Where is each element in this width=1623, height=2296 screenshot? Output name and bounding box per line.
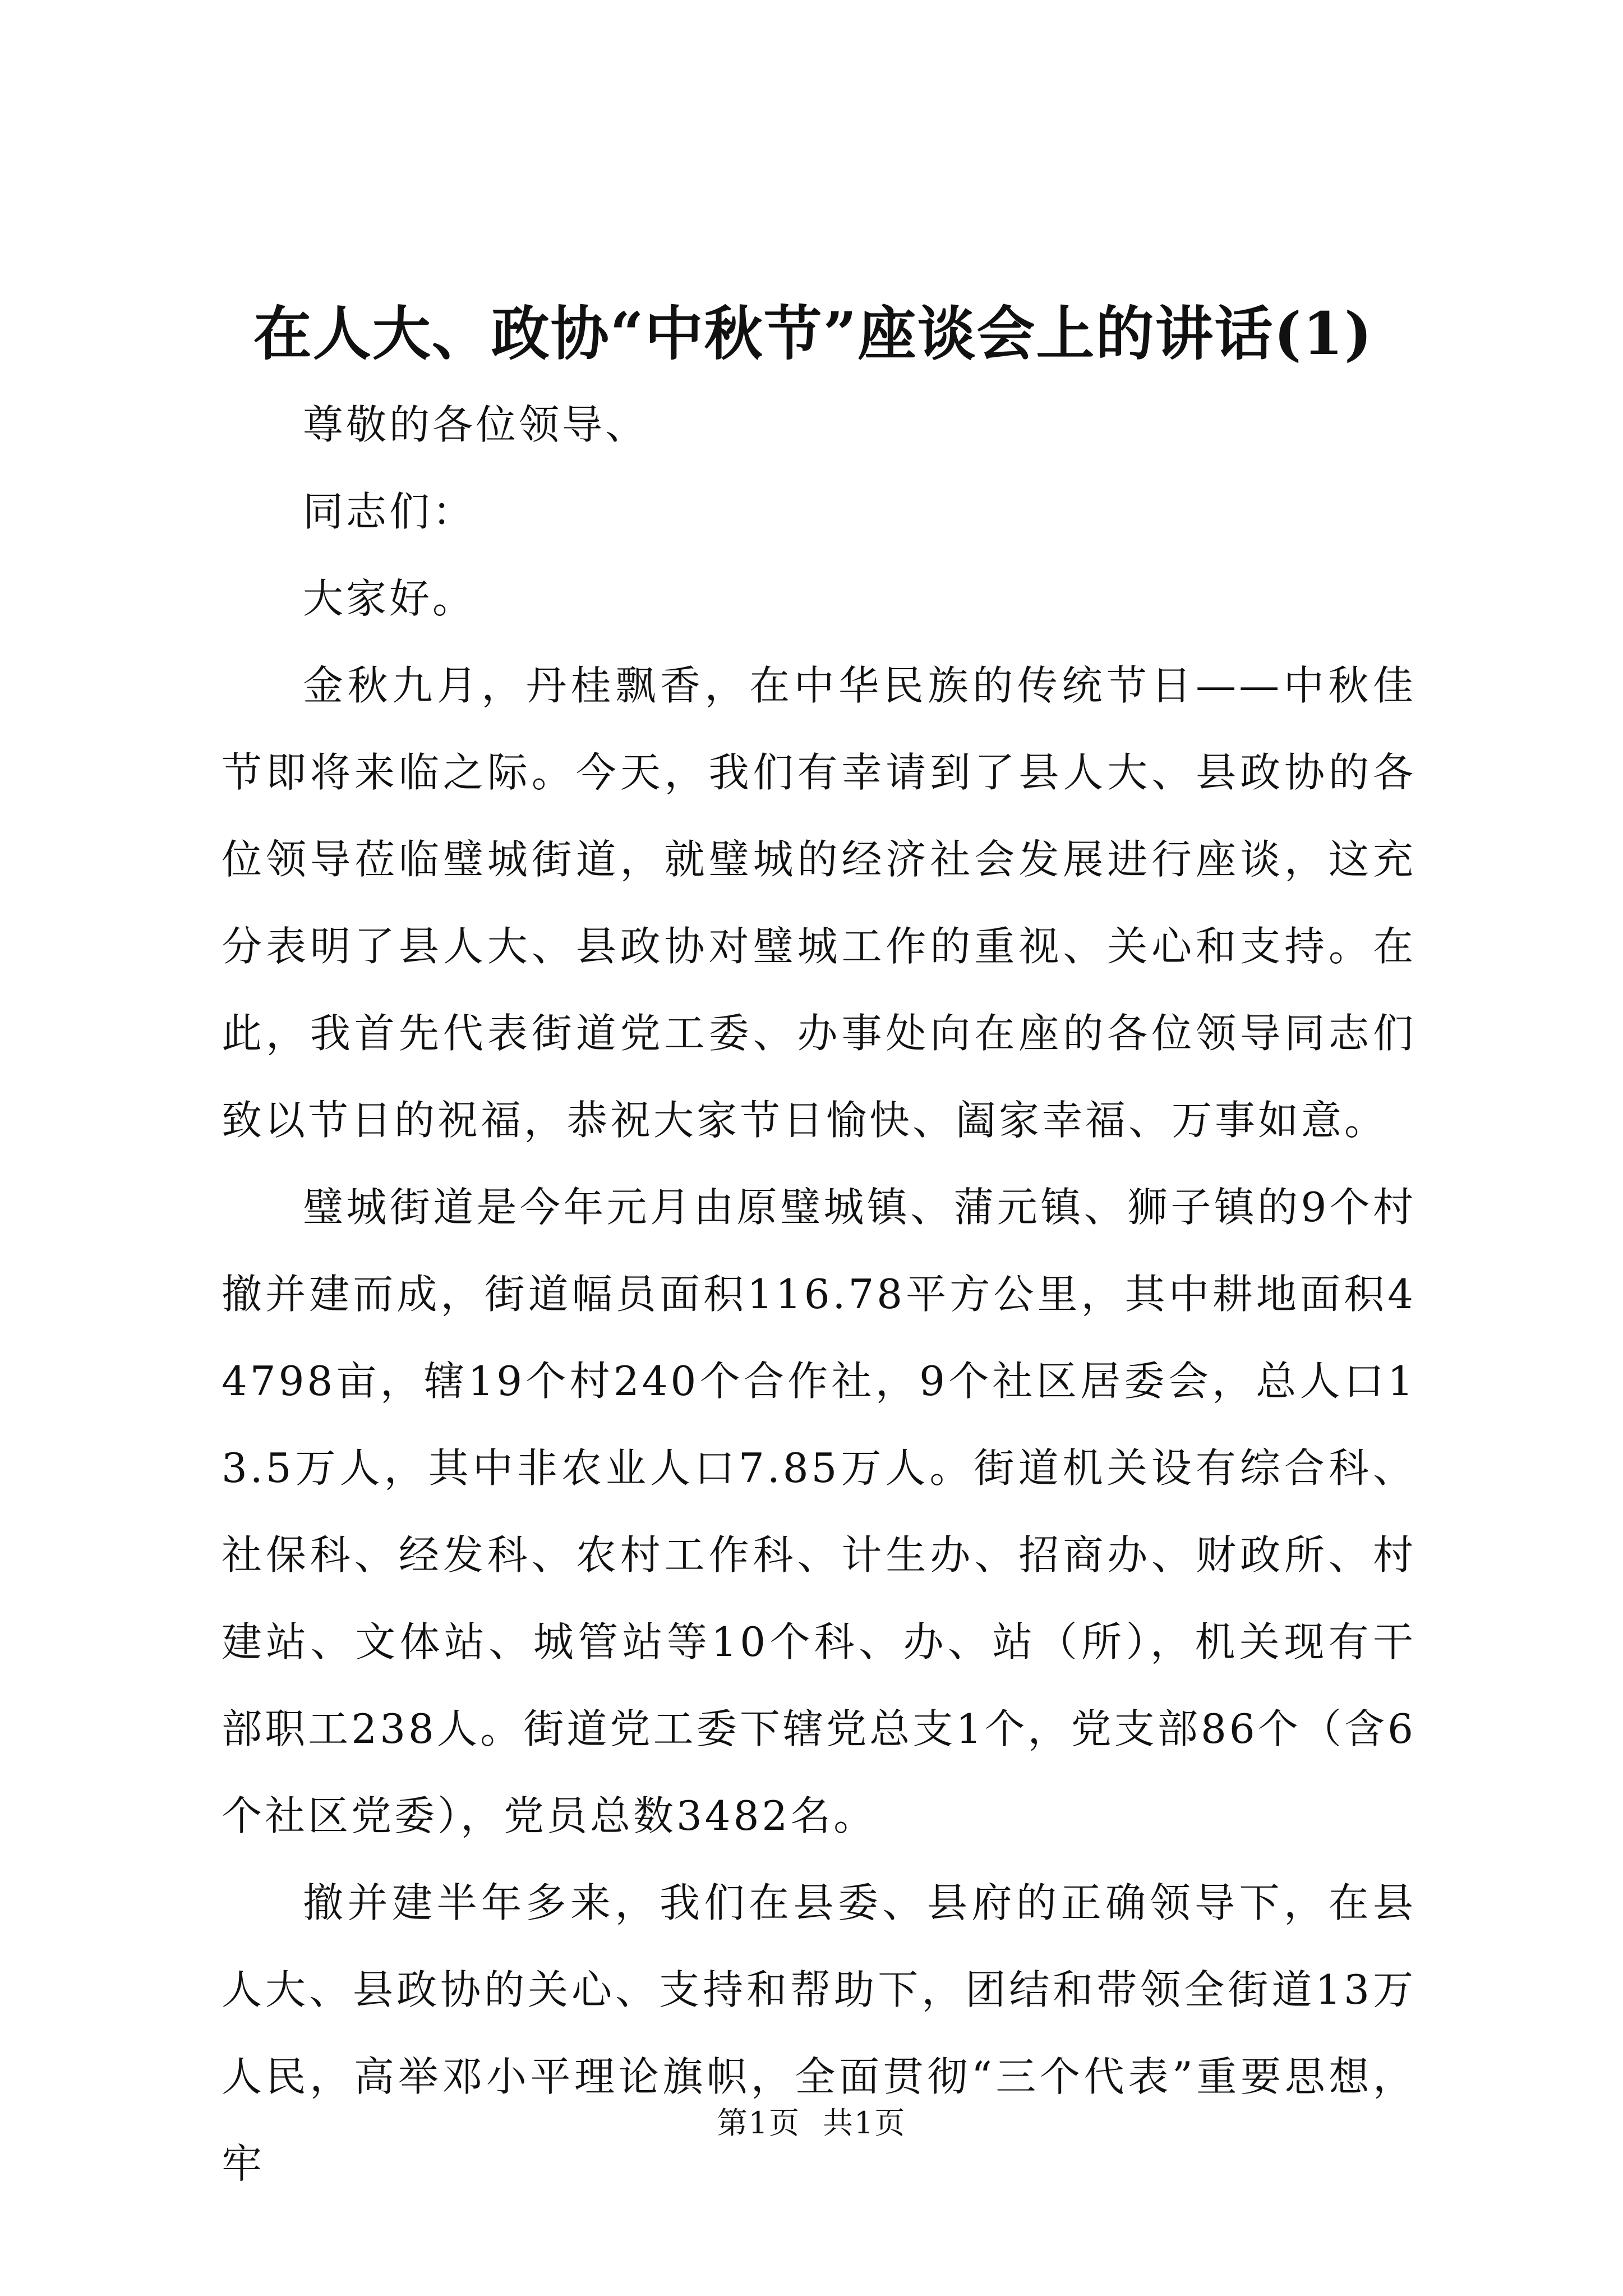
- page-number: 第1页: [717, 2105, 800, 2141]
- document-body: [222, 381, 1416, 2207]
- document-title: 在人大、政协“中秋节”座谈会上的讲话(1): [253, 299, 1373, 368]
- salutation-comrades: 同志们：: [303, 488, 476, 535]
- paragraph-festival-greeting: 金秋九月，丹桂飘香，在中华民族的传统节日——中秋佳节即将来临之际。今天，我们有幸请到了县人大、县政协的各位领导莅临璧城街道，就璧城的经济社会发展进行座谈，这充分表明了县人大、县政协对璧城工作的重视、关心和支持。在此，我首先代表街道党工委、办事处向在座的各位领导同志们致以节日的祝福，恭祝大家节日愉快、阖家幸福、万事如意。: [222, 662, 1416, 1144]
- paragraph-district-overview: 璧城街道是今年元月由原璧城镇、蒲元镇、狮子镇的9个村撤并建而成，街道幅员面积116.78平方公里，其中耕地面积44798亩，辖19个村240个合作社，9个社区居委会，总人口13.5万人，其中非农业人口7.85万人。街道机关设有综合科、社保科、经发科、农村工作科、计生办、招商办、财政所、村建站、文体站、城管站等10个科、办、站（所），机关现有干部职工238人。街道党工委下辖党总支1个，党支部86个（含6个社区党委），党员总数3482名。: [222, 1184, 1416, 1839]
- page-footer: [0, 2101, 1623, 2146]
- salutation-leaders: 尊敬的各位领导、: [303, 401, 649, 448]
- greeting: 大家好。: [303, 575, 476, 622]
- paragraph-progress: 撤并建半年多来，我们在县委、县府的正确领导下，在县人大、县政协的关心、支持和帮助下，团结和带领全街道13万人民，高举邓小平理论旗帜，全面贯彻“三个代表”重要思想，牢: [222, 1879, 1416, 2187]
- page-total: 共1页: [823, 2105, 906, 2141]
